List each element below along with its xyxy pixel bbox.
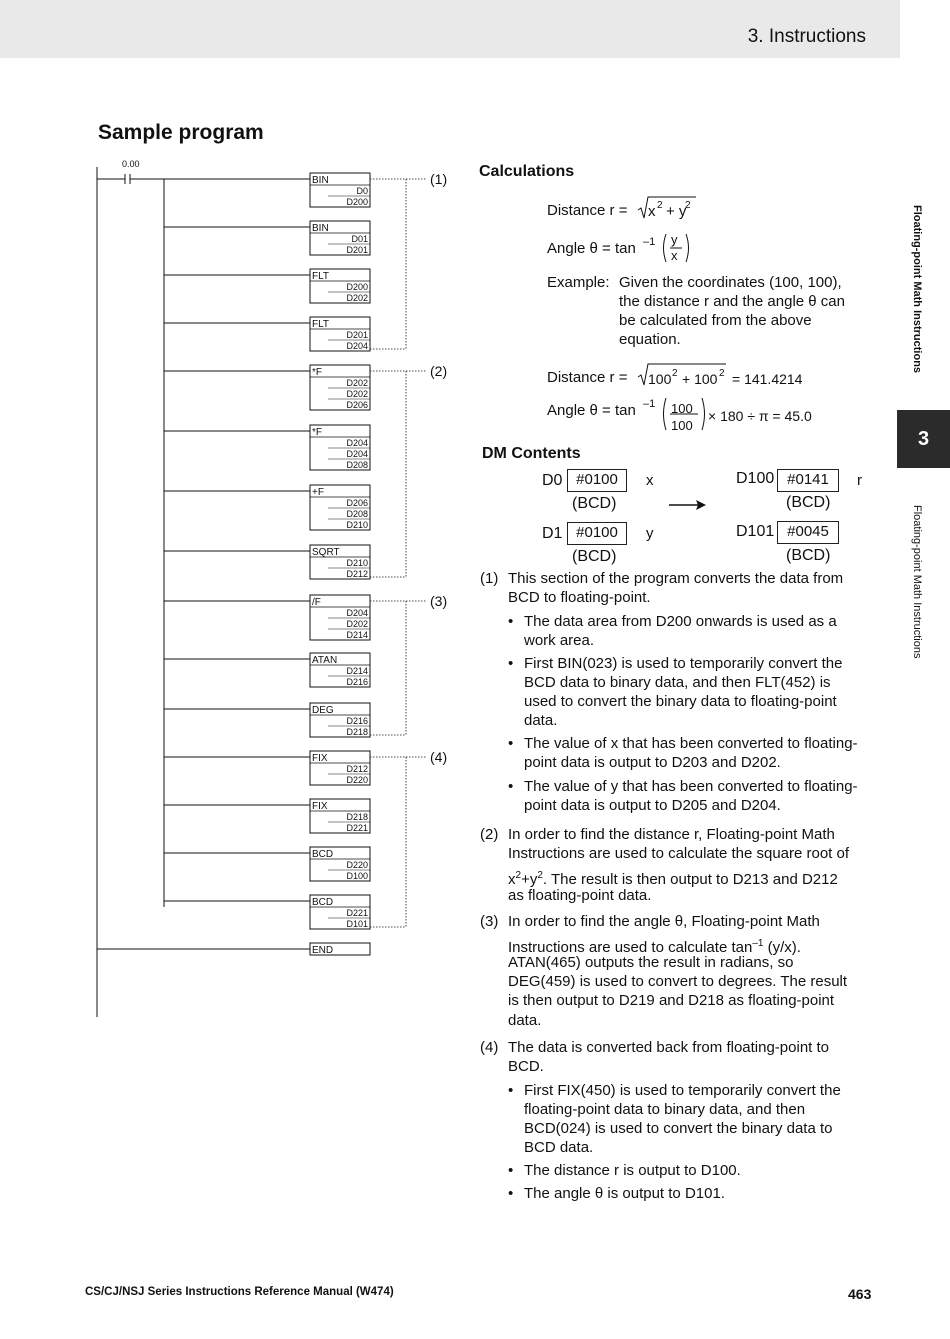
angle-neg1: –1	[643, 236, 656, 248]
dm-bcd: (BCD)	[572, 495, 617, 512]
operand: D204	[346, 608, 368, 618]
operand: D200	[346, 197, 368, 207]
chapter-tab-number: 3	[917, 427, 930, 450]
bullet-line: The angle θ is output to D101.	[524, 1185, 725, 1202]
dm-d0-label: D0	[542, 472, 563, 489]
bullet-line: point data is output to D205 and D204.	[524, 797, 781, 814]
operand: D216	[346, 716, 368, 726]
instruction-name: *F	[312, 367, 322, 378]
operand: D210	[346, 558, 368, 568]
instruction-name: BIN	[312, 175, 329, 186]
instruction-name: FIX	[312, 753, 328, 764]
note-number: (4)	[480, 1039, 499, 1056]
note-number: (2)	[480, 826, 499, 843]
section-label: (1)	[430, 171, 448, 187]
section-label: (4)	[430, 749, 448, 765]
bullet-icon: •	[508, 1082, 514, 1099]
ladder-svg	[88, 155, 468, 1025]
ladder-diagram	[88, 155, 468, 1030]
dm-d1-var: y	[646, 525, 654, 542]
operand: D218	[346, 812, 368, 822]
instruction-name: DEG	[312, 705, 334, 716]
section-label: (2)	[430, 363, 448, 379]
operand: D220	[346, 860, 368, 870]
operand: D221	[346, 823, 368, 833]
page-number: 463	[848, 1286, 872, 1302]
dm-bcd: (BCD)	[572, 548, 617, 565]
example-label: Example:	[547, 274, 610, 291]
dist2-b-sq: 2	[719, 368, 725, 379]
note-line: BCD.	[508, 1058, 544, 1075]
dist2-b: + 100	[682, 371, 718, 387]
bullet-line: First FIX(450) is used to temporarily convert the	[524, 1082, 841, 1099]
dm-heading: DM Contents	[482, 445, 581, 462]
side-label: Floating-point Math Instructions	[911, 505, 923, 659]
operand: D208	[346, 509, 368, 519]
dm-d0-value: #0100	[567, 469, 627, 492]
bullet-icon: •	[508, 1162, 514, 1179]
bullet-line: The value of y that has been converted to floating-	[524, 778, 858, 795]
calculations-heading: Calculations	[479, 163, 575, 180]
operand: D202	[346, 389, 368, 399]
distance-label: Distance r =	[547, 202, 628, 219]
instruction-name: BCD	[312, 897, 334, 908]
section-label: (3)	[430, 593, 448, 609]
dm-bcd: (BCD)	[786, 494, 831, 511]
arrow-right-icon	[668, 498, 708, 512]
dm-d100-value: #0141	[777, 469, 839, 492]
operand: D221	[346, 908, 368, 918]
note-line: as floating-point data.	[508, 887, 652, 904]
dist2-a-sq: 2	[672, 368, 678, 379]
dm-d1-label: D1	[542, 525, 563, 542]
note-line: ATAN(465) outputs the result in radians, so	[508, 954, 794, 971]
distance-label: Distance r =	[547, 369, 628, 386]
instruction-name: END	[312, 945, 334, 956]
operand: D101	[346, 919, 368, 929]
operand: D201	[346, 330, 368, 340]
operand: D200	[346, 282, 368, 292]
dist-x-sq: 2	[657, 200, 663, 211]
operand: D214	[346, 630, 368, 640]
operand: D210	[346, 520, 368, 530]
instruction-name: *F	[312, 427, 322, 438]
operand: D214	[346, 666, 368, 676]
instruction-name: ATAN	[312, 655, 338, 666]
example-line: Given the coordinates (100, 100),	[619, 274, 842, 291]
ang2-num: 100	[671, 401, 693, 416]
bullet-icon: •	[508, 778, 514, 795]
note-line: data.	[508, 1012, 542, 1029]
instruction-name: SQRT	[312, 547, 340, 558]
frac-y: y	[671, 232, 678, 247]
chapter-title: 3. Instructions	[747, 26, 866, 47]
bullet-line: The data area from D200 onwards is used as a	[524, 613, 837, 630]
operand: D01	[351, 234, 368, 244]
dist-x: x	[648, 203, 656, 220]
angle-label: Angle θ = tan	[547, 240, 636, 257]
operand: D0	[356, 186, 368, 196]
dm-d101-label: D101	[736, 523, 775, 540]
ang2-rest: × 180 ÷ π = 45.0	[708, 408, 812, 424]
dist-plus-y: + y	[666, 203, 687, 220]
bullet-icon: •	[508, 655, 514, 672]
bullet-line: floating-point data to binary data, and then	[524, 1101, 806, 1118]
dm-d1-value: #0100	[567, 522, 627, 545]
note-line: DEG(459) is used to convert to degrees. The result	[508, 973, 848, 990]
dist-y-sq: 2	[685, 200, 691, 211]
dm-d100-label: D100	[736, 470, 775, 487]
operand: D204	[346, 341, 368, 351]
bullet-line: data.	[524, 712, 558, 729]
note-line: is then output to D219 and D218 as floating-point	[508, 992, 835, 1009]
bullet-icon: •	[508, 1185, 514, 1202]
operand: D206	[346, 400, 368, 410]
operand: D218	[346, 727, 368, 737]
operand: D100	[346, 871, 368, 881]
example-line: the distance r and the angle θ can	[619, 293, 845, 310]
page-header	[0, 0, 900, 58]
bullet-line: used to convert the binary data to floating-point	[524, 693, 837, 710]
example-line: be calculated from the above	[619, 312, 812, 329]
operand: D202	[346, 378, 368, 388]
note-line: In order to find the distance r, Floating-point Math	[508, 826, 835, 843]
note-line: BCD to floating-point.	[508, 589, 651, 606]
note-line: This section of the program converts the data from	[508, 570, 844, 587]
bullet-line: The distance r is output to D100.	[524, 1162, 741, 1179]
ang2-den: 100	[671, 418, 693, 433]
operand: D212	[346, 569, 368, 579]
side-section-label: Floating-point Math Instructions	[911, 205, 923, 374]
instruction-name: FLT	[312, 319, 330, 330]
operand: D220	[346, 775, 368, 785]
angle-label: Angle θ = tan	[547, 402, 636, 419]
dm-d0-var: x	[646, 472, 654, 489]
bullet-icon: •	[508, 735, 514, 752]
bullet-line: The value of x that has been converted to floating-	[524, 735, 858, 752]
dist2-result: = 141.4214	[732, 371, 803, 387]
instruction-name: BCD	[312, 849, 334, 860]
bullet-line: work area.	[524, 632, 595, 649]
dm-d101-value: #0045	[777, 521, 839, 544]
operand: D201	[346, 245, 368, 255]
operand: D206	[346, 498, 368, 508]
bullet-line: First BIN(023) is used to temporarily convert the	[524, 655, 843, 672]
bullet-line: BCD(024) is used to convert the binary data to	[524, 1120, 833, 1137]
bullet-line: BCD data to binary data, and then FLT(452) is	[524, 674, 831, 691]
note-line: Instructions are used to calculate the square root of	[508, 845, 850, 862]
operand: D208	[346, 460, 368, 470]
dm-bcd: (BCD)	[786, 547, 831, 564]
frac-x: x	[671, 248, 678, 263]
note-line: $x^2+y^2$. The result is then output to D213 and D212	[508, 870, 838, 888]
note-line: Instructions are used to calculate $\tan^{-1} (y/x)$.	[508, 938, 801, 956]
example-line: equation.	[619, 331, 681, 348]
chapter-tab	[897, 410, 950, 468]
instruction-name: +F	[312, 487, 324, 498]
note-line: In order to find the angle θ, Floating-point Math	[508, 913, 820, 930]
instruction-name: FLT	[312, 271, 330, 282]
bullet-line: BCD data.	[524, 1139, 594, 1156]
angle-neg1: –1	[643, 398, 656, 410]
instruction-name: FIX	[312, 801, 328, 812]
dm-d100-var: r	[857, 472, 862, 489]
operand: D212	[346, 764, 368, 774]
instruction-name: BIN	[312, 223, 329, 234]
dist2-a: 100	[648, 371, 672, 387]
operand: D216	[346, 677, 368, 687]
bullet-icon: •	[508, 613, 514, 630]
operand: D202	[346, 619, 368, 629]
section-title: Sample program	[98, 121, 264, 144]
operand: D204	[346, 449, 368, 459]
footer-manual: CS/CJ/NSJ Series Instructions Reference Manual (W474)	[85, 1286, 394, 1298]
contact-address: 0.00	[122, 159, 140, 169]
bullet-line: point data is output to D203 and D202.	[524, 754, 781, 771]
note-number: (1)	[480, 570, 499, 587]
operand: D204	[346, 438, 368, 448]
instruction-name: /F	[312, 597, 321, 608]
operand: D202	[346, 293, 368, 303]
note-number: (3)	[480, 913, 499, 930]
note-line: The data is converted back from floating-point to	[508, 1039, 830, 1056]
